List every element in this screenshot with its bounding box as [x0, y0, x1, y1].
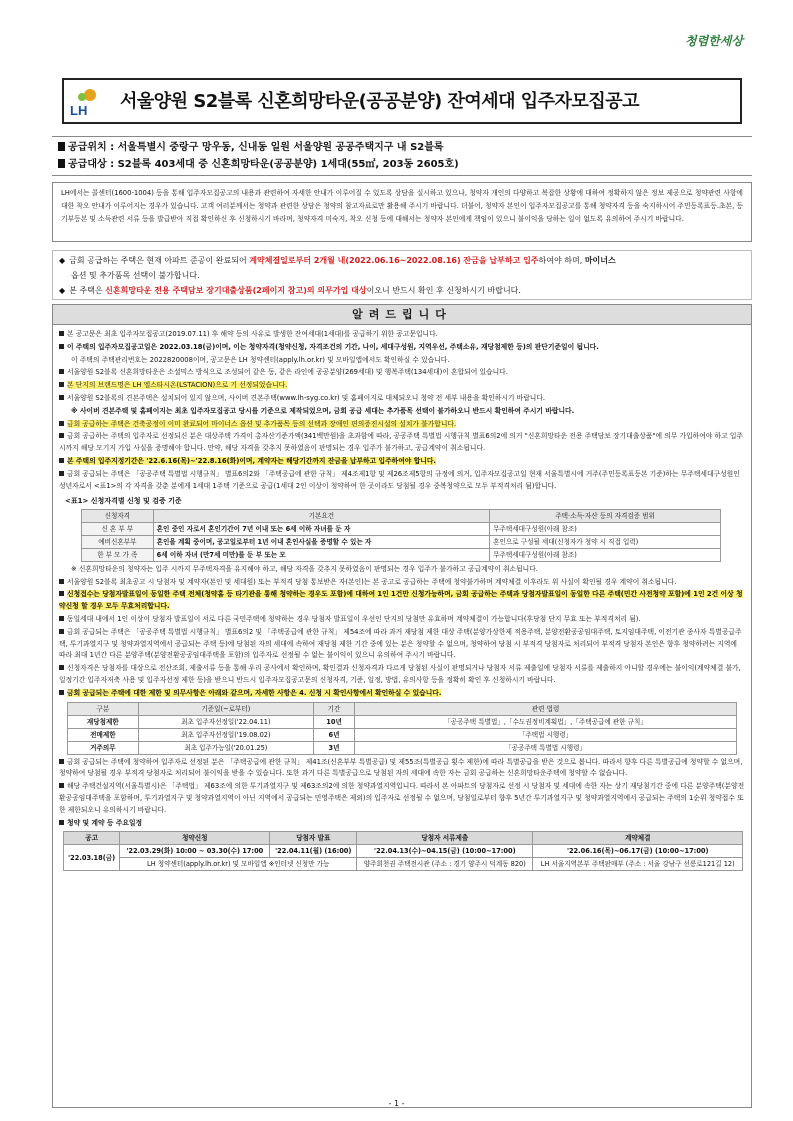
announcement-box	[52, 304, 752, 1108]
table-cell: LH 청약센터(apply.lh.or.kr) 및 모바일앱 ※인터넷 신청만 가능	[120, 858, 357, 871]
bullet-icon	[59, 690, 64, 695]
table-cell: 「공공주택 특별법 시행령」	[355, 741, 737, 754]
table-header-row	[64, 832, 743, 845]
table-header: 관련 법령	[355, 702, 737, 715]
table-cell: 최초 입주자선정일('22.04.11)	[138, 715, 313, 728]
table-row	[64, 845, 743, 858]
table-cell: 무주택세대구성원(아래 참조)	[490, 548, 721, 561]
table-cell: 혼인을 계획 중이며, 공고일로부터 1년 이내 혼인사실을 증명할 수 있는 자	[153, 535, 489, 548]
restriction-table	[67, 702, 737, 755]
bullet-icon	[59, 629, 64, 634]
bullet-icon	[59, 433, 64, 438]
bullet-icon	[59, 820, 64, 825]
bullet-icon	[59, 616, 64, 621]
supply-location: 공급위치 : 서울특별시 중랑구 망우동, 신내동 일원 서울양원 공공주택지구 내 S2블록	[58, 139, 746, 156]
item-11: 서울양원 S2블록 최초공고 시 당첨자 및 계약자(본인 및 세대원) 또는 부적격 당첨 통보받은 자(본인)는 본 공고로 공급하는 주택에 청약불가하며 계약체결 이후라도 위 사실이 확인될 경우 계약이 취소됩니다.	[59, 577, 745, 589]
table-cell: 「주택법 시행령」	[355, 728, 737, 741]
table-row	[82, 548, 721, 561]
table-cell: LH 서울지역본부 주택판매부 (주소 : 서울 강남구 선릉로121길 12)	[533, 858, 743, 871]
table-cell: 전매제한	[68, 728, 139, 741]
lh-logo-text: LH	[70, 103, 88, 118]
schedule-caption: 청약 및 계약 등 주요일정	[59, 818, 745, 830]
schedule-table	[63, 831, 743, 871]
bullet-icon	[59, 395, 64, 400]
item-16: 금회 공급되는 주택에 대한 제한 및 의무사항은 아래와 같으며, 자세한 사항은 4. 신청 시 확인사항에서 확인하실 수 있습니다.	[59, 688, 745, 700]
table-row	[68, 715, 737, 728]
item-2: 이 주택의 입주자모집공고일은 2022.03.18(금)이며, 이는 청약자격(청약신청, 자격조건의 기간, 나이, 세대구성원, 지역우선, 주택소유, 재당첨제한 등)의 판단기준일이 됩니다.	[59, 342, 745, 354]
announcement-content	[53, 325, 751, 877]
bullet-icon	[59, 591, 64, 596]
bullet-icon	[59, 458, 64, 463]
item-13: 동일세대 내에서 1인 이상이 당첨자 발표일이 서로 다른 국민주택에 청약하는 경우 당첨자 발표일이 우선인 단지의 당첨만 유효하며 계약체결이 가능합니다(후당첨 단지 무효 또는 부적격처리 됨).	[59, 614, 745, 626]
supply-target: 공급대상 : S2블록 403세대 중 신혼희망타운(공공분양) 1세대(55㎡, 203동 2605호)	[58, 156, 746, 173]
table-header: 청약신청	[120, 832, 270, 845]
item-8: 본 주택의 입주지정기간은 '22.6.16(목)~'22.8.16(화)이며, 계약자는 해당기간까지 잔금을 납부하고 입주하여야 합니다.	[59, 456, 745, 468]
table-header: 구분	[68, 702, 139, 715]
table-cell: 혼인으로 구성될 세대(신청자가 청약 시 직접 입력)	[490, 535, 721, 548]
bullet-icon	[59, 331, 64, 336]
table-cell: 신 혼 부 부	[82, 522, 154, 535]
bullet-icon	[59, 382, 64, 387]
page-title: 서울양원 S2블록 신혼희망타운(공공분양) 잔여세대 입주자모집공고	[120, 91, 639, 112]
table-row	[68, 741, 737, 754]
bullet-icon	[59, 421, 64, 426]
table-cell: 「공공주택 특별법」,「수도권정비계획법」,「주택공급에 관한 규칙」	[355, 715, 737, 728]
bullet-icon	[59, 369, 64, 374]
table-cell: 6세 이하 자녀 (만7세 미만)를 둔 부 또는 모	[153, 548, 489, 561]
item-10: ※ 신혼희망타운의 청약자는 입주 시까지 무주택자격을 유지해야 하고, 해당 자격을 갖추지 못하였음이 판명되는 경우 입주가 불가하고 공급계약이 취소됩니다.	[71, 564, 538, 573]
table-header-row	[68, 702, 737, 715]
table-row	[64, 858, 743, 871]
square-bullet-icon	[58, 159, 65, 168]
table-header: 신청자격	[82, 509, 154, 522]
table-cell: 10년	[314, 715, 355, 728]
item-5-sub: ※ 사이버 견본주택 및 홈페이지는 최초 입주자모집공고 당시를 기준으로 제작되었으며, 금회 공급 세대는 추가품목 선택이 불가하오니 반드시 확인하여 주시기 바랍니다.	[71, 406, 575, 415]
table-header: 기간	[314, 702, 355, 715]
announcement-heading: 알려드립니다	[53, 305, 751, 325]
callcenter-notice: LH에서는 콜센터(1600-1004) 등을 통해 입주자모집공고의 내용과 관련하여 자세한 안내가 이루어질 수 있도록 상담을 실시하고 있으나, 청약자 개인의 다양하고 복잡한 상황에 대하여 정확하지 않은 정보 제공으로 청약관련 사항에 대한 착오 안내가 이루어지는 경우가 있습니다. 고객 여러분께서는 청약과 관련한 상담은 청약의 참고자료로만 활용해 주시기 바랍니다. 더불어, 청약자 본인이 입주자모집공고를 통해 청약자격 등을 숙지하시어 주민등록표등.초본, 등기부등본 및 소득관련 서류 등을 발급받아 직접 확인하신 후 신청하시기 바라며, 청약자격 미숙지, 착오 신청 등에 대해서는 청약자 본인에게 책임이 있으니 불이익을 당하는 일이 없도록 유의하여 주시기 바랍니다.	[52, 182, 752, 242]
table-row	[82, 522, 721, 535]
item-18: 해당 주택건설지역(서울특별시)은 「주택법」 제63조에 의한 투기과열지구 및 제63조의2에 의한 청약과열지역입니다. 따라서 본 아파트의 당첨자로 선정 시 당첨자 및 세대에 속한 자는 상기 재당첨기간 중에 다른 분양주택(분양전환공공임대주택을 포함하며, 투기과열지구 및 청약과열지역이 아닌 지역에서 공급되는 민영주택은 제외)의 입주자로 선정될 수 없으며, 당첨일로부터 향후 5년간 투기과열지구 및 청약과열지역에서 공급되는 주택의 1순위 청약접수 또한 제한되오니 유의하시기 바랍니다.	[59, 782, 745, 814]
table-cell: 최초 입주가능일('20.01.25)	[138, 741, 313, 754]
item-9: 금회 공급되는 주택은 「공공주택 특별법 시행규칙」 별표6의2와 「주택공급에 관한 규칙」 제4조제1항 및 제26조제5항의 규정에 의거, 입주자모집공고일 현재 서울특별시에 거주(주민등록표등본 기준)하는 무주택세대구성원인 성년자로서 <표1>의 각 자격을 갖춘 분에게 1세대 1주택 기준으로 공급(1세대 2인 이상이 청약하여 한 곳이라도 당첨될 경우 중복청약으로 모두 부적격처리 됨)합니다.	[59, 469, 740, 490]
table-cell: '22.06.16(목)~06.17(금) (10:00~17:00)	[533, 845, 743, 858]
table-header: 공고	[64, 832, 120, 845]
item-6: 금회 공급하는 주택은 건축공정이 이미 완료되어 마이너스 옵션 및 추가품목 등의 선택과 장애인 편의증진시설의 설치가 불가합니다.	[59, 419, 745, 431]
warning-loan: ◆ 본 주택은 신혼희망타운 전용 주택담보 장기대출상품(2페이지 참고)의 의무가입 대상이오니 반드시 확인 후 신청하시기 바랍니다.	[59, 286, 521, 295]
item-2-sub: 이 주택의 주택관리번호는 2022820008이며, 공고문은 LH 청약센터(apply.lh.or.kr) 및 모바일앱에서도 확인하실 수 있습니다.	[71, 355, 450, 364]
warning-move-in: ◆ 금회 공급하는 주택은 현재 아파트 준공이 완료되어 계약체결일로부터 2개월 내(2022.06.16~2022.08.16) 잔금을 납부하고 입주하여야 하며, 마이너스	[59, 256, 616, 265]
bullet-icon	[59, 579, 64, 584]
table-header: 당첨자 발표	[270, 832, 357, 845]
title-banner	[62, 78, 742, 124]
table-row	[68, 728, 737, 741]
square-bullet-icon	[58, 142, 65, 151]
table-cell: '22.03.18(금)	[64, 845, 120, 871]
bullet-icon	[59, 759, 64, 764]
table-cell: '22.04.11(월) (16:00)	[270, 845, 357, 858]
item-14: 금회 공급되는 주택은 「공공주택 특별법 시행규칙」 별표6의2 및 「주택공급에 관한 규칙」 제54조에 따라 과거 재당첨 제한 대상 주택(분양가상한제 적용주택, 분양전환공공임대주택, 토지임대주택, 이전기관 종사자 특별공급주택, 투기과열지구 및 청약과열지역에서 공급되는 주택 등)에 당첨된 자의 세대에 속하여 재당첨 제한 기간 중에 있는 분은 청약할 수 없으며, 청약하여 당첨 시 부적격 당첨자로 처리되어 부적격 당첨자 본인은 향후 청약하려는 지역에 따라 최대 1년간 다른 분양주택(분양전환공공임대주택을 포함)의 입주자로 선정될 수 없는 불이익이 있으니 유의하여 주시기 바랍니다.	[59, 627, 742, 660]
diamond-icon: ◆	[59, 256, 66, 265]
bullet-icon	[59, 471, 64, 476]
table-cell: '22.04.13(수)~04.15(금) (10:00~17:00)	[357, 845, 533, 858]
item-15: 신청자격은 당첨자를 대상으로 전산조회, 제출서류 등을 통해 우리 공사에서 확인하며, 확인결과 신청자격과 다르게 당첨된 사실이 판명되거나 당첨자 서류 제출일에 당첨자 서류를 제출하지 아니할 경우에는 불이익(계약체결 불가, 일정기간 입주자저축 사용 및 입주자선정 제한 등)을 받으니 반드시 입주자모집공고문의 신청자격, 기준, 일정, 방법, 유의사항 등을 정확히 확인 후 신청하시기 바랍니다.	[59, 664, 741, 685]
warning-move-in-cont: 옵션 및 추가품목 선택이 불가합니다.	[71, 271, 200, 280]
item-3: 서울양원 S2블록 신혼희망타운은 소셜믹스 방식으로 조성되어 같은 동, 같은 라인에 공공분양(269세대) 및 행복주택(134세대)이 혼합되어 있습니다.	[59, 367, 745, 379]
table-cell: 한 부 모 가 족	[82, 548, 154, 561]
table-cell: 재당첨제한	[68, 715, 139, 728]
table-cell: 예비신혼부부	[82, 535, 154, 548]
diamond-icon: ◆	[59, 286, 66, 295]
table-header: 주택·소득·자산 등의 자격검증 범위	[490, 509, 721, 522]
table-header: 계약체결	[533, 832, 743, 845]
table-cell: '22.03.29(화) 10:00 ~ 03.30(수) 17:00	[120, 845, 270, 858]
supply-info	[52, 136, 752, 176]
table-cell: 거주의무	[68, 741, 139, 754]
page-number: - 1 -	[388, 1099, 405, 1108]
item-1: 본 공고문은 최초 입주자모집공고(2019.07.11) 후 해약 등의 사유로 발생한 잔여세대(1세대)를 공급하기 위한 공고문입니다.	[59, 329, 745, 341]
item-12: 신청접수는 당첨자발표일이 동일한 주택 전체(청약홈 등 타기관을 통해 청약하는 경우도 포함)에 대하여 1인 1건만 신청가능하며, 금회 공급하는 주택과 당첨자발표일이 동일한 다른 주택(민간 사전청약 포함)에 1인 2건 이상 청약신청 할 경우 모두 무효처리합니다.	[59, 590, 743, 611]
item-7: 금회 공급하는 주택의 입주자로 선정되신 분은 대상주택 가격이 총자산기준가액(341백만원)을 초과함에 따라, 공공주택 특별법 시행규칙 별표6의2에 의거 "신혼희망타운 전용 주택담보 장기대출상품"에 의무 가입하여야 하고 입주시까지 해당 모기지 가입 사실을 증명해야 합니다. 만약, 해당 자격을 갖추지 못하였음이 판명되는 경우 입주가 불가하고, 공급계약이 취소됩니다.	[59, 432, 743, 453]
table-header-row	[82, 509, 721, 522]
table-cell: 혼인 중인 자로서 혼인기간이 7년 이내 또는 6세 이하 자녀를 둔 자	[153, 522, 489, 535]
table-row	[82, 535, 721, 548]
brand-text: 청렴한세상	[685, 34, 743, 48]
table-header: 기본요건	[153, 509, 489, 522]
lh-logo-icon	[68, 86, 108, 118]
item-5: 서울양원 S2블록의 견본주택은 설치되어 있지 않으며, 사이버 견본주택(www.lh-syg.co.kr) 및 홈페이지로 대체되오니 청약 전 세부 내용을 확인하시기 바랍니다.	[59, 393, 745, 405]
table-cell: 양주회천권 주택전시관 (주소 : 경기 양주시 덕계동 820)	[357, 858, 533, 871]
table-cell: 3년	[314, 741, 355, 754]
brand-logo	[685, 32, 743, 50]
table-header: 기준일(~로부터)	[138, 702, 313, 715]
table-cell: 최초 입주자선정일('19.08.02)	[138, 728, 313, 741]
table-cell: 무주택세대구성원(아래 참조)	[490, 522, 721, 535]
table-header: 당첨자 서류제출	[357, 832, 533, 845]
key-warnings	[52, 250, 752, 300]
bullet-icon	[59, 783, 64, 788]
table1-caption: <표1> 신청자격별 신청 및 검증 기준	[65, 497, 182, 506]
bullet-icon	[59, 344, 64, 349]
table-cell: 6년	[314, 728, 355, 741]
eligibility-table	[81, 509, 721, 562]
bullet-icon	[59, 665, 64, 670]
item-17: 금회 공급되는 주택에 청약하여 입주자로 선정된 분은 「주택공급에 관한 규칙」 제41조(신혼부부 특별공급) 및 제55조(특별공급 횟수 제한)에 따라 특별공급을 받은 것으로 봅니다. 따라서 향후 다른 특별공급에 청약할 수 없으며, 청약하여 당첨될 경우 부적격 당첨자로 처리되어 불이익을 받을 수 있습니다. 또한 과거 다른 특별공급으로 당첨된 자의 세대에 속한 자는 금회 공급하는 신혼희망타운주택에 청약할 수 없습니다.	[59, 757, 743, 778]
item-4: 본 단지의 브랜드명은 LH 엘스타시온(LSTACION)으로 기 선정되었습니다.	[59, 380, 745, 392]
